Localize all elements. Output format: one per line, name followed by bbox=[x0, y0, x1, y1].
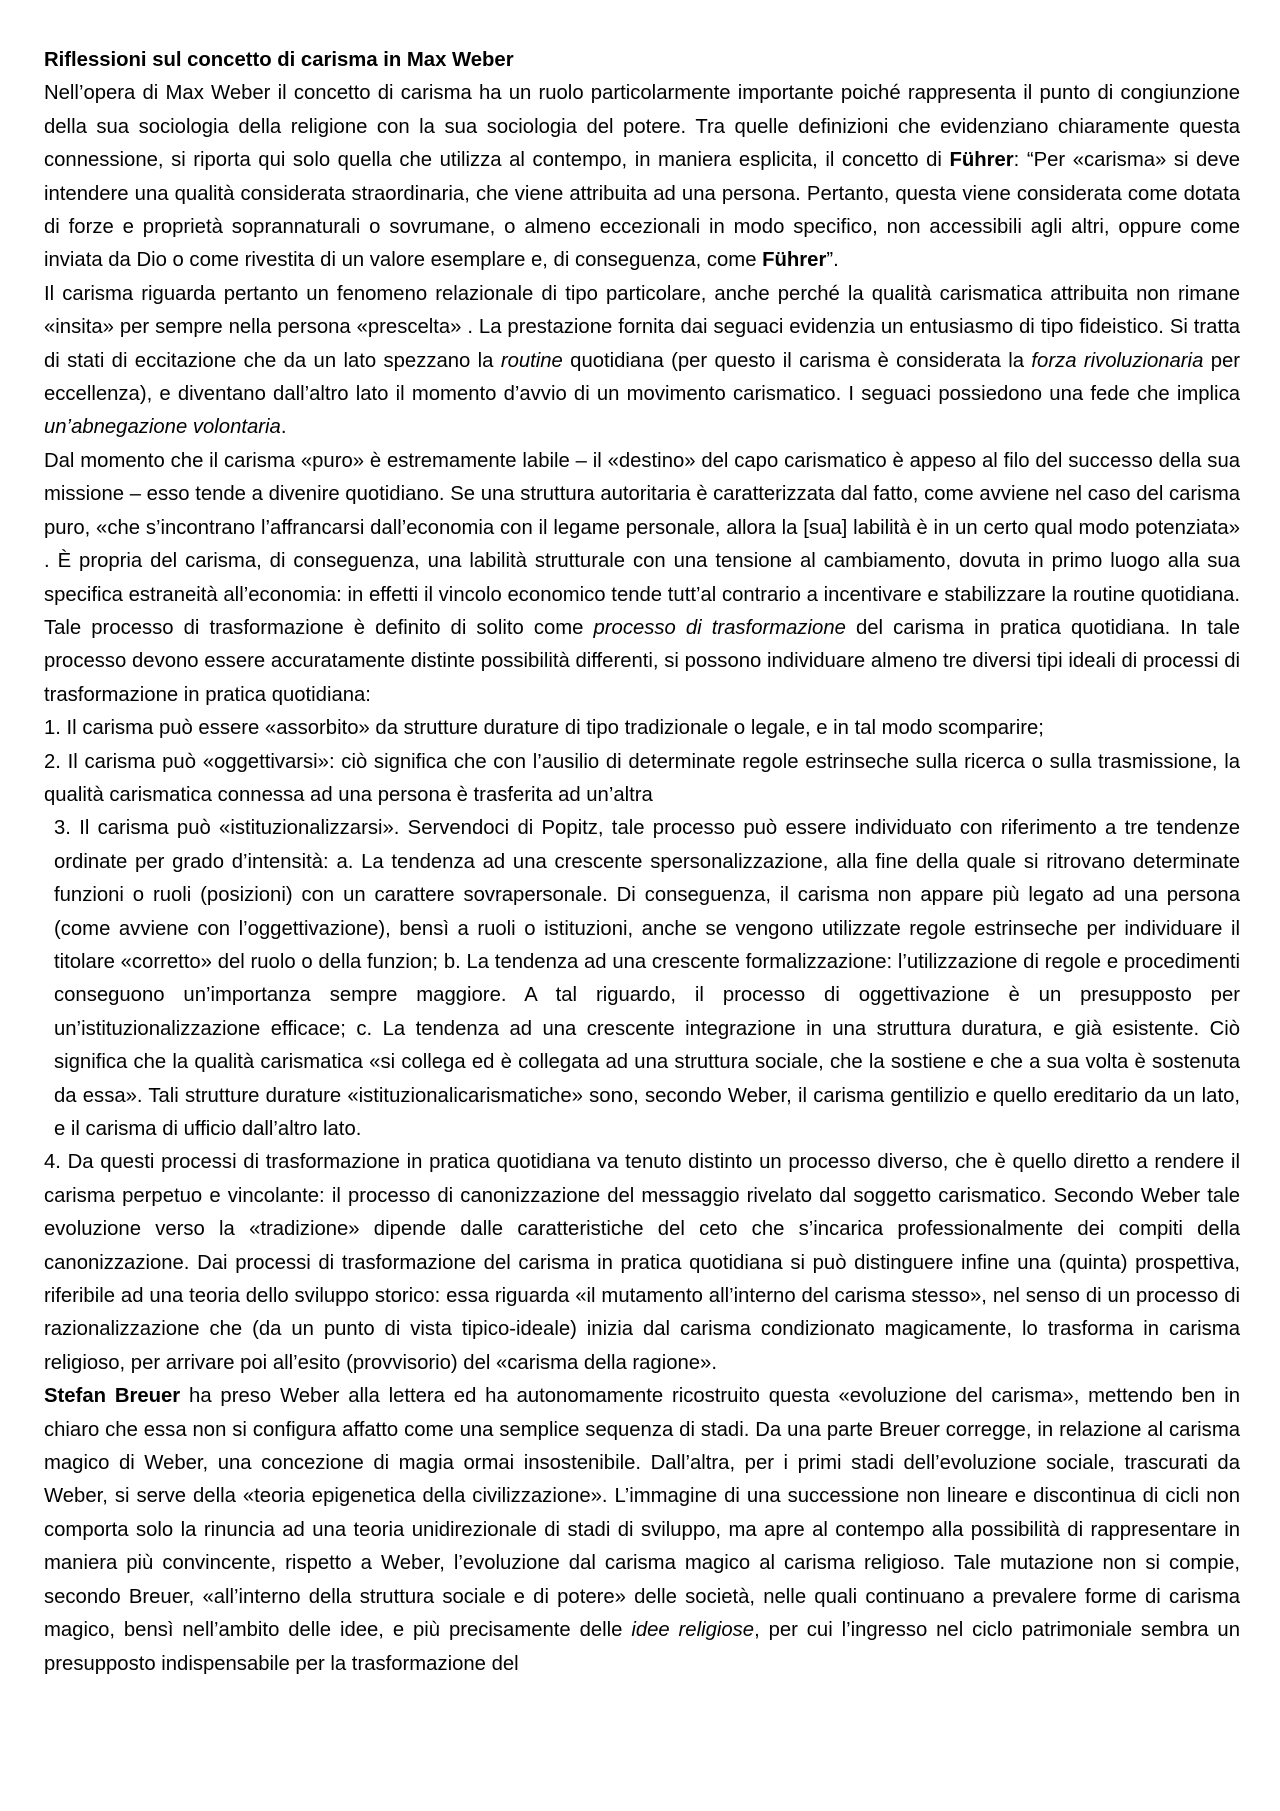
paragraph-3 bbox=[44, 445, 1240, 712]
term-forza-rivoluzionaria: forza rivoluzionaria bbox=[1031, 349, 1204, 372]
paragraph-2-text-a: Il carisma riguarda pertanto un fenomeno relazionale di tipo particolare, anche perché la qualità carismatica attribuita non rimane «insita» per sempre nella persona «prescelta» . La prestazione fornita dai seguaci evidenzia un entusiasmo di tipo fideistico. Si tratta di stati di eccitazione che da un lato spezzano la bbox=[44, 282, 1240, 372]
paragraph-2-text-c: quotidiana (per questo il carisma è considerata la bbox=[562, 349, 1032, 372]
list-item-4: 4. Da questi processi di trasformazione in pratica quotidiana va tenuto distinto un processo diverso, che è quello diretto a rendere il carisma perpetuo e vincolante: il processo di canonizzazione del messaggio rivelato dal soggetto carismatico. Secondo Weber tale evoluzione verso la «tradizione» dipende dalle caratteristiche del ceto che s’incarica professionalmente dei compiti della canonizzazione. Dai processi di trasformazione del carisma in pratica quotidiana si può distinguere infine una (quinta) prospettiva, riferibile ad una teoria dello sviluppo storico: essa riguarda «il mutamento all’interno del carisma stesso», nel senso di un processo di razionalizzazione che (da un punto di vista tipico-ideale) inizia dal carisma condizionato magicamente, lo trasforma in carisma religioso, per arrivare poi all’esito (provvisorio) del «carisma della ragione». bbox=[44, 1151, 1240, 1374]
term-idee-religiose: idee religiose bbox=[631, 1619, 755, 1642]
paragraph-2 bbox=[44, 278, 1240, 445]
document-title: Riflessioni sul concetto di carisma in Max Weber bbox=[44, 49, 514, 71]
term-routine: routine bbox=[500, 349, 563, 372]
paragraph-4-text-b: ha preso Weber alla lettera ed ha autonomamente ricostruito questa «evoluzione del carisma», mettendo ben in chiaro che essa non si configura affatto come una semplice sequenza di stadi. Da una parte Breuer corregge, in relazione al carisma magico di Weber, una concezione di magia ormai insostenibile. Dall’altra, per i primi stadi dell’evoluzione sociale, trascurati da Weber, si serve della «teoria epigenetica della civilizzazione». L’immagine di una successione non lineare e discontinua di cicli non comporta solo la rinuncia ad una teoria unidirezionale di stadi di sviluppo, ma apre al contempo alla possibilità di rappresentare in maniera più convincente, rispetto a Weber, l’evoluzione dal carisma magico al carisma religioso. Tale mutazione non si compie, secondo Breuer, «all’interno della struttura sociale e di potere» delle società, nelle quali continuano a prevalere forme di carisma magico, bensì nell’ambito delle idee, e più precisamente delle bbox=[44, 1385, 1241, 1642]
paragraph-4 bbox=[44, 1380, 1240, 1681]
author-stefan-breuer: Stefan Breuer bbox=[44, 1385, 181, 1408]
term-fuhrer: Führer bbox=[762, 249, 827, 272]
paragraph-3-text-c: del carisma in pratica quotidiana. In tale processo devono essere accuratamente distinte possibilità differenti, si possono individuare almeno tre diversi tipi ideali di processi di trasformazione in pratica quotidiana: bbox=[44, 616, 1240, 706]
paragraph-2-text-g: . bbox=[280, 416, 287, 439]
list-item-3: 3. Il carisma può «istituzionalizzarsi». Servendoci di Popitz, tale processo può essere individuato con riferimento a tre tendenze ordinate per grado d’intensità: a. La tendenza ad una crescente spersonalizzazione, alla fine della quale si ritrovano determinate funzioni o ruoli (posizioni) con un carattere sovrapersonale. Di conseguenza, il carisma non appare più legato ad una persona (come avviene con l’oggettivazione), bensì a ruoli o istituzioni, anche se vengono utilizzate regole estrinseche per individuare il titolare «corretto» del ruolo o della funzion; b. La tendenza ad una crescente formalizzazione: l’utilizzazione di regole e procedimenti conseguono un’importanza sempre maggiore. A tal riguardo, il processo di oggettivazione è un presupposto per un’istituzionalizzazione efficace; c. La tendenza ad una crescente integrazione in una struttura duratura, e già esistente. Ciò significa che la qualità carismatica «si collega ed è collegata ad una struttura sociale, che la sostiene e che a sua volta è sostenuta da essa». Tali strutture durature «istituzionalicarismatiche» sono, secondo Weber, il carisma gentilizio e quello ereditario da un lato, e il carisma di ufficio dall’altro lato. bbox=[54, 817, 1240, 1140]
document-page bbox=[44, 44, 1240, 1681]
paragraph-4-text-d: , per cui l’ingresso nel ciclo patrimoniale sembra un presupposto indispensabile per la trasformazione del bbox=[44, 1619, 1240, 1675]
term-fuhrer: Führer bbox=[949, 149, 1014, 172]
list-item-1: 1. Il carisma può essere «assorbito» da strutture durature di tipo tradizionale o legale, e in tal modo scomparire; bbox=[44, 717, 1044, 740]
paragraph-1-text-a: Nell’opera di Max Weber il concetto di carisma ha un ruolo particolarmente importante poiché rappresenta il punto di congiunzione della sua sociologia della religione con la sua sociologia del potere. Tra quelle definizioni che evidenziano chiaramente questa connessione, si riporta qui solo quella che utilizza al contempo, in maniera esplicita, il concetto di bbox=[44, 82, 1240, 172]
term-processo-di-trasformazione: processo di trasformazione bbox=[593, 616, 846, 639]
list-item-2: 2. Il carisma può «oggettivarsi»: ciò significa che con l’ausilio di determinate regole estrinseche sulla ricerca o sulla trasmissione, la qualità carismatica connessa ad una persona è trasferita ad un’altra bbox=[44, 750, 1240, 806]
paragraph-3-text-a: Dal momento che il carisma «puro» è estremamente labile – il «destino» del capo carismatico è appeso al filo del successo della sua missione – esso tende a divenire quotidiano. Se una struttura autoritaria è caratterizzata dal fatto, come avviene nel caso del carisma puro, «che s’incontrano l’affrancarsi dall’economia con il legame personale, allora la [sua] labilità è in un certo qual modo potenziata» . È propria del carisma, di conseguenza, una labilità strutturale con una tensione al cambiamento, dovuta in primo luogo alla sua specifica estraneità all’economia: in effetti il vincolo economico tende tutt’al contrario a incentivare e stabilizzare la routine quotidiana. Tale processo di trasformazione è definito di solito come bbox=[44, 449, 1240, 639]
paragraph-2-text-e: per eccellenza), e diventano dall’altro lato il momento d’avvio di un movimento carismatico. I seguaci possiedono una fede che implica bbox=[44, 349, 1241, 406]
term-abnegazione-volontaria: un’abnegazione volontaria bbox=[44, 416, 281, 439]
paragraph-1-text-c: : “Per «carisma» si deve intendere una qualità considerata straordinaria, che viene attribuita ad una persona. Pertanto, questa viene considerata come dotata di forze e proprietà soprannaturali o sovrumane, o almeno eccezionali in modo specifico, non accessibili agli altri, oppure come inviata da Dio o come rivestita di un valore esemplare e, di conseguenza, come bbox=[44, 149, 1240, 272]
paragraph-1 bbox=[44, 77, 1240, 277]
paragraph-1-text-e: ”. bbox=[826, 249, 839, 272]
